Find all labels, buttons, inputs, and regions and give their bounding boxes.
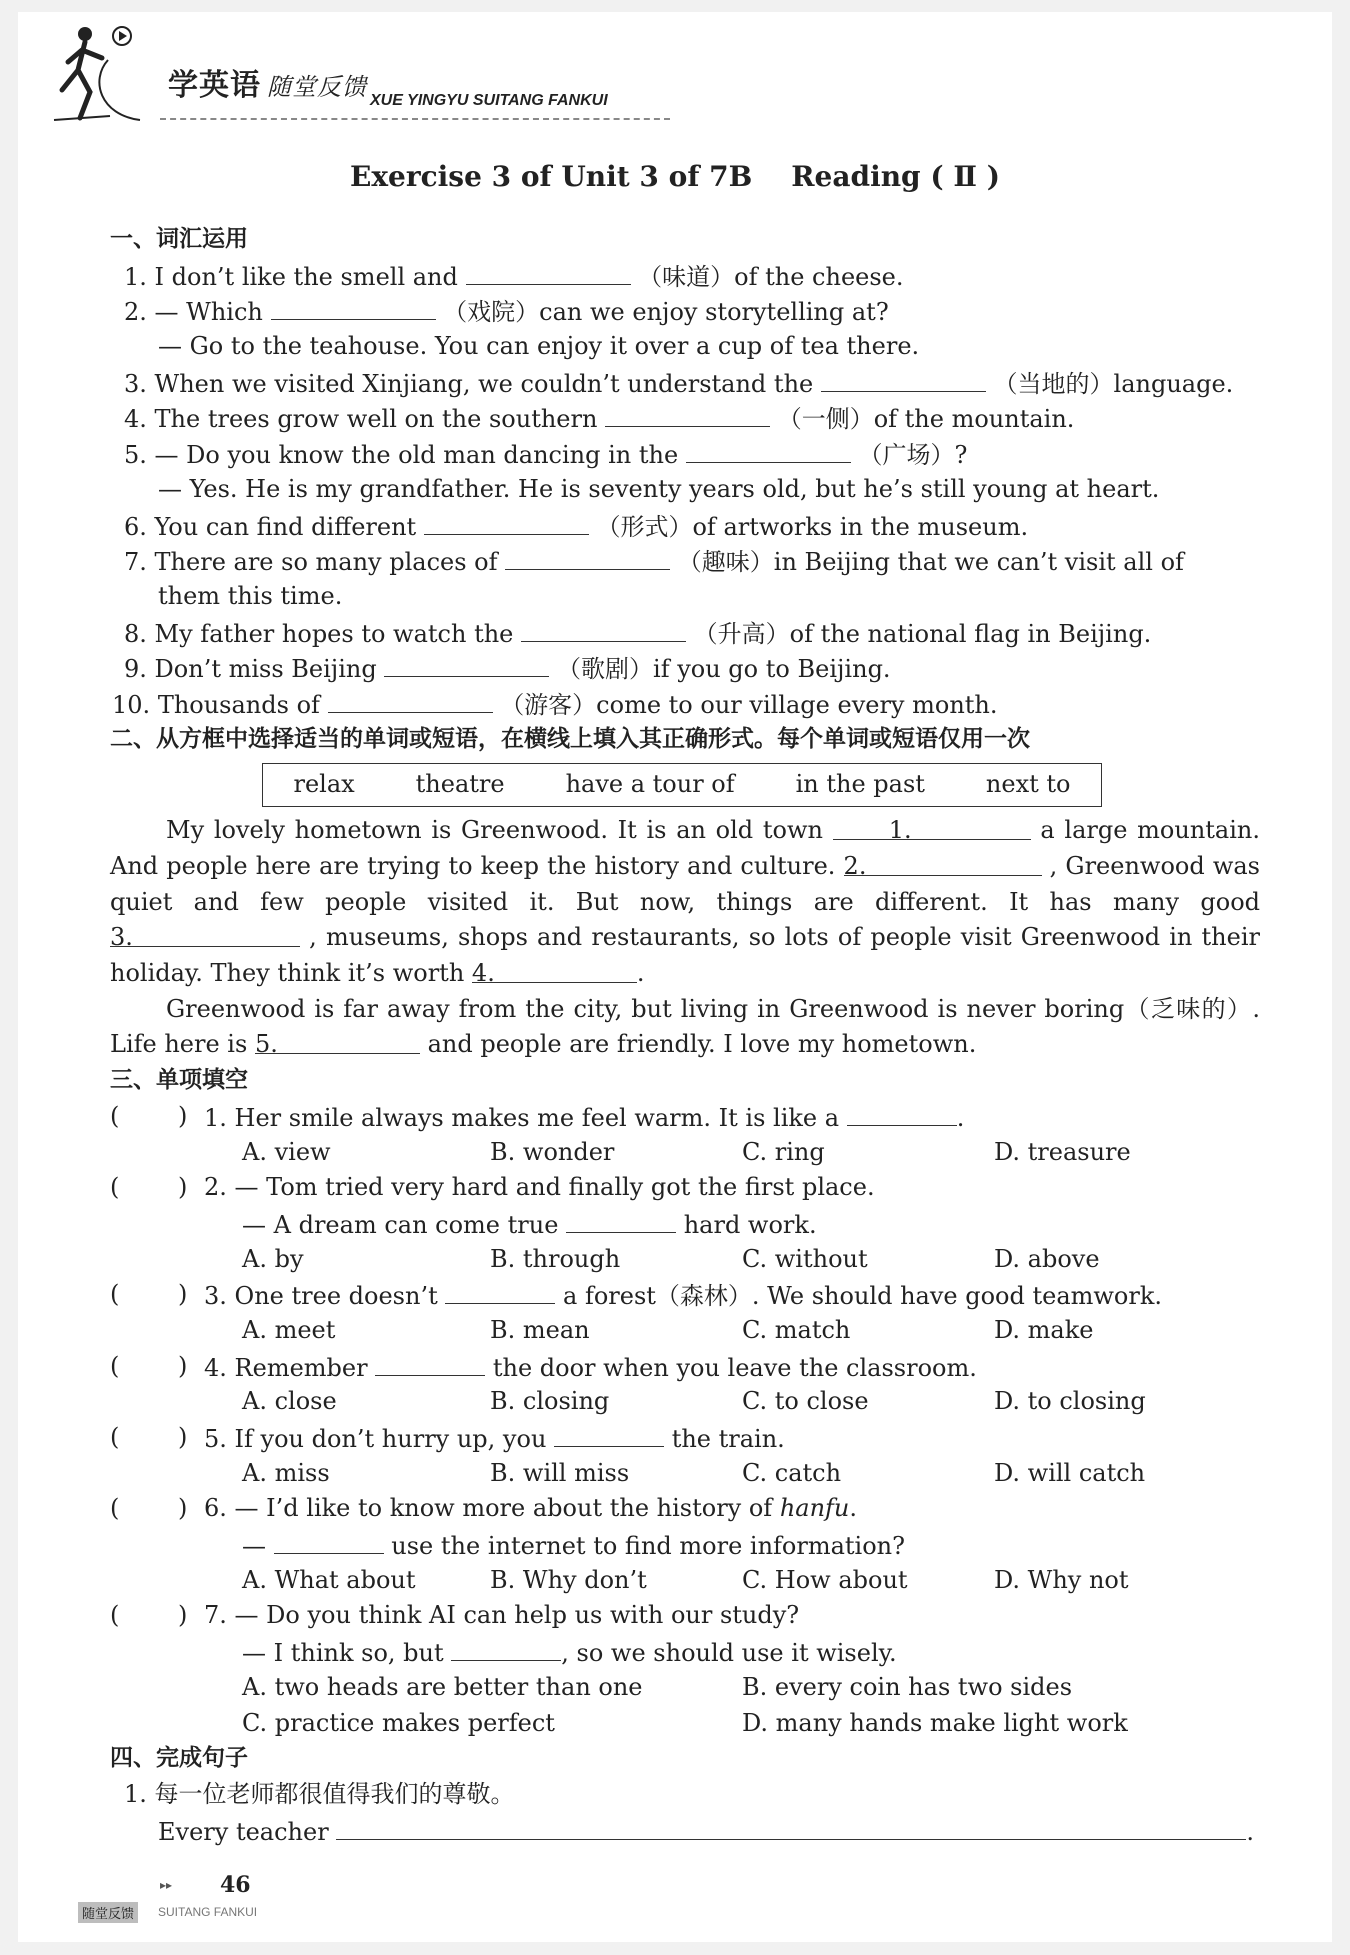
question-stem: If you don’t hurry up, you [234, 1425, 547, 1453]
answer-paren-right: ) [178, 1173, 188, 1202]
question-stem-italic: hanfu [779, 1494, 850, 1523]
item-text: them this time. [158, 581, 343, 610]
mc-question-2-line2 [110, 1206, 1260, 1242]
passage-text: My lovely hometown is Greenwood. It is an old town [166, 816, 823, 845]
section2-heading: 二、从方框中选择适当的单词或短语，在横线上填入其正确形式。每个单词或短语仅用一次 [110, 725, 1030, 752]
item-number: 9. [124, 655, 147, 684]
item-text: When we visited Xinjiang, we couldn’t understand the [154, 369, 814, 398]
blank-number: 5. [254, 1030, 278, 1059]
vocab-item-4 [110, 400, 1260, 436]
option-a[interactable]: A. close [242, 1387, 337, 1416]
question-number: 2. [204, 1173, 227, 1202]
mc-options-1 [110, 1135, 1260, 1171]
answer-paren-right: ) [178, 1494, 188, 1523]
question-stem: — A dream can come true [242, 1210, 559, 1239]
passage-line-4 [110, 920, 1260, 956]
question-stem: Remember [234, 1353, 368, 1382]
question-number: 7. [204, 1601, 227, 1630]
question-text [204, 1420, 785, 1458]
question-stem: — [242, 1532, 266, 1561]
passage-text: , Greenwood was [1049, 852, 1261, 880]
answer-blank[interactable] [424, 508, 589, 535]
question-stem-end: use the internet to find more information? [391, 1532, 905, 1561]
item-hint: （升高）of the national flag in Beijing. [693, 619, 1152, 648]
item-text: I don’t like the smell and [154, 262, 458, 291]
answer-paren-left[interactable]: ( [110, 1423, 120, 1451]
item-number: 6. [124, 512, 147, 541]
sentence-end: . [1246, 1817, 1254, 1846]
item-hint: （趣味）in Beijing that we can’t visit all of [677, 548, 1184, 577]
option-d[interactable]: D. to closing [994, 1387, 1146, 1416]
passage-line-7 [110, 1027, 1260, 1063]
answer-blank[interactable] [521, 615, 686, 642]
vocab-item-5-response [110, 472, 1260, 508]
option-a[interactable]: A. miss [242, 1458, 330, 1487]
option-b[interactable]: B. will miss [490, 1458, 630, 1487]
item-text: You can find different [154, 512, 417, 541]
question-stem: — I think so, but [242, 1639, 444, 1668]
question-stem-end: . [849, 1494, 858, 1523]
option-b[interactable]: B. Why don’t [490, 1565, 647, 1594]
option-c[interactable]: C. to close [742, 1387, 869, 1416]
word-option: next to [985, 770, 1071, 799]
chinese-sentence: 每一位老师都很值得我们的尊敬。 [154, 1779, 515, 1808]
item-hint: （歌剧）if you go to Beijing. [557, 655, 891, 684]
option-b[interactable]: B. every coin has two sides [742, 1672, 1073, 1701]
exercise-title: Exercise 3 of Unit 3 of 7B Reading ( Ⅱ ) [350, 160, 1000, 193]
mc-options-4 [110, 1384, 1260, 1420]
item-number: 1. [124, 1779, 147, 1808]
answer-blank[interactable] [451, 1634, 561, 1661]
answer-paren-right: ) [178, 1601, 188, 1630]
vocab-item-5 [110, 436, 1260, 472]
passage-text: a large mountain. [1040, 816, 1260, 845]
question-stem-end: hard work. [683, 1210, 817, 1239]
option-c[interactable]: C. ring [742, 1137, 825, 1166]
passage-blank-4[interactable] [471, 956, 637, 988]
mc-question-6-line2 [110, 1527, 1260, 1563]
item-text: — Which [154, 298, 263, 327]
blank-number: 1. [888, 816, 912, 845]
answer-paren-left[interactable]: ( [110, 1351, 120, 1380]
sentence-start: Every teacher [158, 1817, 329, 1846]
mc-options-3 [110, 1313, 1260, 1349]
answer-paren-right: ) [178, 1101, 188, 1130]
answer-paren-right: ) [178, 1351, 188, 1380]
question-text [242, 1634, 897, 1672]
mc-options-7b [110, 1706, 1260, 1742]
passage-blank-5[interactable] [254, 1027, 420, 1059]
header-chinese-title [168, 60, 367, 104]
item-hint: （形式）of artworks in the museum. [596, 512, 1029, 541]
runner-logo-icon [50, 20, 145, 130]
item-number: 2. [124, 298, 147, 327]
item-hint: （广场）? [858, 441, 968, 470]
footer-tag-english: SUITANG FANKUI [158, 1905, 258, 1919]
section4-heading: 四、完成句子 [110, 1745, 248, 1772]
section3-heading: 三、单项填空 [110, 1067, 248, 1094]
option-c[interactable]: C. catch [742, 1458, 842, 1487]
question-number: 6. [204, 1494, 227, 1523]
answer-blank[interactable] [445, 1277, 555, 1304]
answer-paren-left[interactable]: ( [110, 1173, 120, 1202]
question-stem: — Tom tried very hard and finally got the first place. [234, 1173, 875, 1202]
answer-line[interactable] [336, 1813, 1246, 1840]
vocab-item-1 [110, 258, 1260, 294]
option-d[interactable]: D. treasure [994, 1137, 1131, 1166]
mc-options-2 [110, 1242, 1260, 1278]
section1-heading: 一、词汇运用 [110, 226, 248, 252]
header-english-title: XUE YINGYU SUITANG FANKUI [370, 92, 608, 109]
answer-blank[interactable] [686, 436, 851, 463]
question-stem: Her smile always makes me feel warm. It is like a [234, 1103, 840, 1132]
passage-line-2 [110, 849, 1260, 885]
passage-line-3 [110, 885, 1260, 921]
option-a[interactable]: A. by [242, 1244, 304, 1273]
mc-question-7-line2 [110, 1634, 1260, 1670]
footer-tag: 随堂反馈 [78, 1902, 138, 1923]
item-hint: （当地的）language. [993, 369, 1234, 398]
answer-paren-left[interactable]: ( [110, 1601, 120, 1630]
header-cn-title: 学英语 [168, 68, 261, 103]
passage-line-5 [110, 956, 1260, 992]
option-a[interactable]: A. view [242, 1137, 331, 1166]
answer-paren-left[interactable]: ( [110, 1101, 120, 1130]
page-header [50, 20, 670, 130]
option-d[interactable]: D. many hands make light work [742, 1708, 1128, 1737]
option-b[interactable]: B. mean [490, 1315, 590, 1344]
answer-blank[interactable] [554, 1420, 664, 1447]
vocab-item-2-response [110, 329, 1260, 365]
item-text: My father hopes to watch the [154, 619, 514, 648]
item-text: Don’t miss Beijing [154, 655, 377, 684]
question-stem: — I’d like to know more about the history of [234, 1494, 773, 1523]
mc-options-5 [110, 1456, 1260, 1492]
mc-question-7 [110, 1598, 1260, 1634]
header-cn-subtitle: 随堂反馈 [267, 73, 367, 101]
item-number: 8. [124, 619, 147, 648]
vocab-item-8 [110, 615, 1260, 651]
answer-blank[interactable] [847, 1099, 957, 1126]
answer-blank[interactable] [375, 1349, 485, 1376]
passage-text: holiday. They think it’s worth [110, 959, 465, 988]
vocab-item-10 [110, 686, 1260, 722]
sentence-item-1 [110, 1777, 1260, 1813]
answer-blank[interactable] [271, 293, 436, 320]
answer-blank[interactable] [821, 365, 986, 392]
word-box [262, 763, 1102, 807]
vocab-item-9 [110, 650, 1260, 686]
footer-arrow-icon: ▸▸ [160, 1878, 173, 1892]
blank-number: 2. [843, 852, 867, 880]
question-number: 4. [204, 1353, 227, 1382]
item-number: 5. [124, 441, 147, 470]
question-text [242, 1527, 905, 1565]
passage-text: . [636, 959, 645, 988]
item-number: 1. [124, 262, 147, 291]
worksheet-content [110, 222, 1260, 1848]
answer-blank[interactable] [605, 400, 770, 427]
item-text: The trees grow well on the southern [154, 405, 598, 434]
item-hint: （游客）come to our village every month. [500, 690, 998, 719]
answer-blank[interactable] [505, 543, 670, 570]
answer-blank[interactable] [566, 1206, 676, 1233]
question-stem-end: , so we should use it wisely. [561, 1639, 897, 1668]
question-text [204, 1170, 875, 1206]
answer-blank[interactable] [384, 650, 549, 677]
option-a[interactable]: A. meet [242, 1315, 336, 1344]
question-text [204, 1598, 799, 1634]
passage-text: , museums, shops and restaurants, so lots of people visit Greenwood in their [309, 923, 1260, 952]
mc-options-7a [110, 1670, 1260, 1706]
word-option: in the past [795, 770, 925, 799]
mc-question-2 [110, 1170, 1260, 1206]
page-number: 46 [220, 1872, 251, 1898]
passage-text: quiet and few people visited it. But now, things are different. It has many good [110, 887, 1260, 916]
question-stem-end: the train. [671, 1425, 785, 1453]
word-option: have a tour of [565, 770, 735, 799]
item-number: 10. [112, 690, 151, 719]
answer-paren-left[interactable]: ( [110, 1280, 120, 1309]
passage-text: Life here is [110, 1030, 248, 1059]
mc-question-6 [110, 1491, 1260, 1527]
option-d[interactable]: D. Why not [994, 1565, 1129, 1594]
blank-number: 4. [471, 959, 495, 988]
passage-blank-2[interactable] [843, 849, 1042, 880]
question-stem: — Do you think AI can help us with our study? [234, 1601, 800, 1630]
option-d[interactable]: D. will catch [994, 1458, 1146, 1487]
item-text: — Go to the teahouse. You can enjoy it over a cup of tea there. [158, 332, 920, 361]
option-d[interactable]: D. above [994, 1244, 1100, 1273]
item-number: 3. [124, 369, 147, 398]
passage-text: and people are friendly. I love my hometown. [427, 1030, 977, 1059]
answer-blank[interactable] [274, 1527, 384, 1554]
question-text [242, 1206, 817, 1244]
item-number: 4. [124, 405, 147, 434]
question-stem: One tree doesn’t [234, 1282, 438, 1311]
option-b[interactable]: B. closing [490, 1387, 610, 1416]
option-c[interactable]: C. How about [742, 1565, 908, 1594]
passage-blank-1[interactable] [833, 813, 1031, 845]
mc-question-4 [110, 1349, 1260, 1385]
vocab-item-6 [110, 508, 1260, 544]
mc-options-6 [110, 1563, 1260, 1599]
vocab-item-7 [110, 543, 1260, 579]
question-text [204, 1099, 964, 1137]
answer-blank[interactable] [466, 258, 631, 285]
option-d[interactable]: D. make [994, 1315, 1094, 1344]
item-text: — Yes. He is my grandfather. He is seventy years old, but he’s still young at heart. [158, 474, 1160, 503]
sentence-item-1-answer [110, 1813, 1260, 1849]
option-b[interactable]: B. wonder [490, 1137, 615, 1166]
option-c[interactable]: C. match [742, 1315, 851, 1344]
vocab-item-7-continued [110, 579, 1260, 615]
blank-number: 3. [110, 923, 133, 952]
option-c[interactable]: C. without [742, 1244, 868, 1273]
question-text [204, 1277, 1162, 1315]
vocab-item-2 [110, 293, 1260, 329]
answer-blank[interactable] [328, 686, 493, 713]
item-hint: （戏院）can we enjoy storytelling at? [443, 298, 889, 327]
passage-text: And people here are trying to keep the history and culture. [110, 852, 836, 880]
passage-line-1 [110, 813, 1260, 849]
question-number: 3. [204, 1282, 227, 1311]
mc-question-3 [110, 1277, 1260, 1313]
option-c[interactable]: C. practice makes perfect [242, 1708, 555, 1737]
item-hint: （味道）of the cheese. [638, 262, 904, 291]
word-option: relax [293, 770, 355, 799]
question-stem-end: . [956, 1103, 965, 1132]
mc-question-5 [110, 1420, 1260, 1456]
word-option: theatre [415, 770, 505, 799]
answer-paren-right: ) [178, 1280, 188, 1309]
question-number: 1. [204, 1103, 227, 1132]
question-stem-end: the door when you leave the classroom. [492, 1353, 977, 1382]
passage-text: Greenwood is far away from the city, but living in Greenwood is never boring（乏味的）. [166, 994, 1260, 1023]
answer-paren-right: ) [178, 1423, 188, 1451]
passage-blank-3[interactable] [110, 920, 300, 952]
question-text [204, 1349, 977, 1387]
item-text: There are so many places of [154, 548, 498, 577]
question-number: 5. [204, 1425, 227, 1453]
header-divider [160, 118, 670, 120]
option-a[interactable]: A. What about [242, 1565, 416, 1594]
item-hint: （一侧）of the mountain. [777, 405, 1075, 434]
question-text [204, 1491, 857, 1527]
item-number: 7. [124, 548, 147, 577]
option-a[interactable]: A. two heads are better than one [242, 1672, 643, 1701]
option-b[interactable]: B. through [490, 1244, 621, 1273]
item-text: — Do you know the old man dancing in the [154, 441, 679, 470]
passage-line-6 [110, 992, 1260, 1028]
item-text: Thousands of [157, 690, 320, 719]
vocab-item-3 [110, 365, 1260, 401]
mc-question-1 [110, 1099, 1260, 1135]
question-stem-end: a forest（森林）. We should have good teamwork. [563, 1282, 1163, 1311]
answer-paren-left[interactable]: ( [110, 1494, 120, 1523]
